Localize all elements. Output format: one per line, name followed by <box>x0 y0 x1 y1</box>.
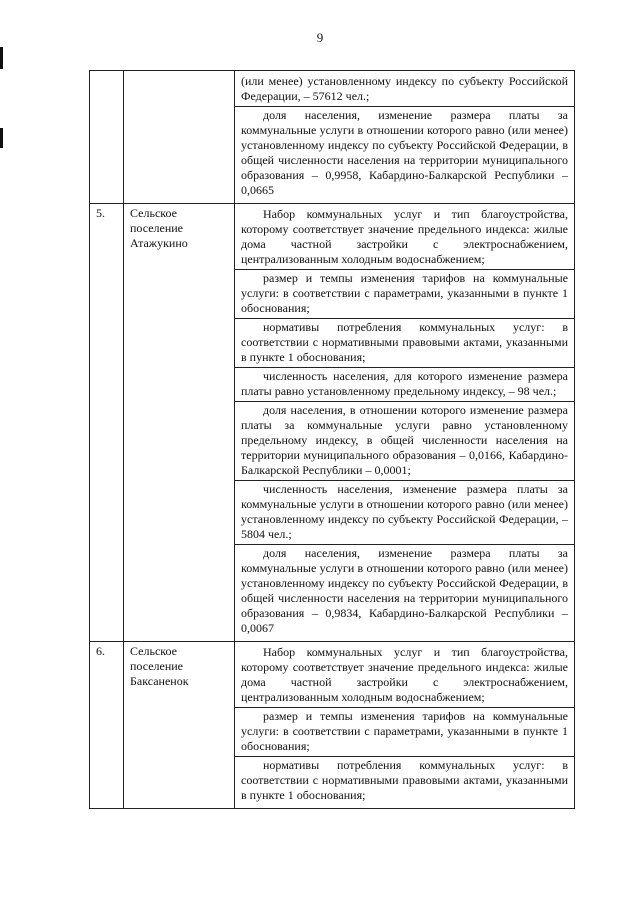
description-cell <box>235 642 575 809</box>
description-paragraph: доля населения, изменение размера платы за коммунальные услуги в отношении которого равно (или менее) установленному индексу по субъекту Российской Федерации, в общей численности населения на территории муниципального образования – 0,9834, Кабардино-Балкарской Республики – 0,0067 <box>235 544 574 638</box>
description-paragraph: доля населения, изменение размера платы за коммунальные услуги в отношении которого равно (или менее) установленному индексу по субъекту Российской Федерации, в общей численности населения на территории муниципального образования – 0,9958, Кабардино-Балкарской Республики – 0,0665 <box>235 106 574 200</box>
row-number-cell <box>90 642 124 809</box>
row-number: 6. <box>96 644 105 658</box>
description-paragraph: нормативы потребления коммунальных услуг: в соответствии с нормативными правовыми актами, указанными в пункте 1 обоснования; <box>235 318 574 367</box>
description-paragraph: нормативы потребления коммунальных услуг: в соответствии с нормативными правовыми актами, указанными в пункте 1 обоснования; <box>235 756 574 805</box>
municipality-name-line: Атажукино <box>130 236 188 250</box>
description-cell <box>235 204 575 642</box>
row-number-cell <box>90 204 124 642</box>
row-number: 5. <box>96 206 105 220</box>
description-cell <box>235 71 575 204</box>
description-paragraph: численность населения, для которого изменение размера платы равно установленному предельному индексу, – 98 чел.; <box>235 367 574 401</box>
municipality-name-line: Сельское <box>130 644 177 658</box>
page-number: 9 <box>316 30 324 45</box>
document-table <box>89 70 575 809</box>
description-paragraph: (или менее) установленному индексу по субъекту Российской Федерации, – 57612 чел.; <box>241 74 568 103</box>
municipality-name-cell <box>124 642 235 809</box>
table-row <box>90 71 575 204</box>
municipality-name-line: Сельское <box>130 206 177 220</box>
municipality-name-line: Баксаненок <box>130 674 189 688</box>
municipality-name-cell <box>124 71 235 204</box>
table-row <box>90 204 575 642</box>
municipality-name-line: поселение <box>130 221 184 235</box>
margin-mark <box>0 47 3 69</box>
table-body <box>90 71 575 809</box>
description-paragraph: Набор коммунальных услуг и тип благоустройства, которому соответствует значение предельного индекса: жилые дома частной застройки с электроснабжением, централизованным холодным водоснабжением; <box>241 207 568 266</box>
margin-mark <box>0 128 3 148</box>
municipality-name-cell <box>124 204 235 642</box>
table-row <box>90 642 575 809</box>
description-paragraph: размер и темпы изменения тарифов на коммунальные услуги: в соответствии с параметрами, указанными в пункте 1 обоснования; <box>235 707 574 756</box>
row-number-cell <box>90 71 124 204</box>
description-paragraph: Набор коммунальных услуг и тип благоустройства, которому соответствует значение предельного индекса: жилые дома частной застройки с электроснабжением, централизованным холодным водоснабжением; <box>241 645 568 704</box>
description-paragraph: доля населения, в отношении которого изменение размера платы за коммунальные услуги равно установленному предельному индексу, в общей численности населения на территории муниципального образования – 0,0166, Кабардино-Балкарской Республики – 0,0001; <box>235 401 574 480</box>
description-paragraph: размер и темпы изменения тарифов на коммунальные услуги: в соответствии с параметрами, указанными в пункте 1 обоснования; <box>235 269 574 318</box>
description-paragraph: численность населения, изменение размера платы за коммунальные услуги в отношении которого равно (или менее) установленному индексу по субъекту Российской Федерации, – 5804 чел.; <box>235 480 574 544</box>
municipality-name-line: поселение <box>130 659 184 673</box>
